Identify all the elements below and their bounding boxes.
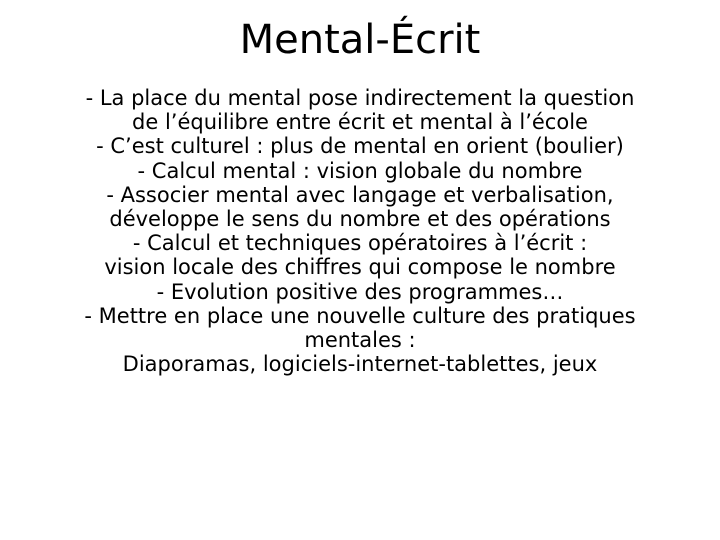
text-line: - Mettre en place une nouvelle culture des pratiques (84, 303, 636, 328)
slide-title: Mental-Écrit (239, 17, 481, 63)
text-line: - C’est culturel : plus de mental en orient (boulier) (96, 134, 624, 159)
text-line: Diaporamas, logiciels-internet-tablettes, jeux (122, 352, 598, 377)
text-line: vision locale des chiffres qui compose le nombre (104, 255, 616, 280)
text-line: - Calcul et techniques opératoires à l’écrit : (132, 231, 588, 256)
text-line: - La place du mental pose indirectement la question (85, 86, 635, 110)
text-line: - Evolution positive des programmes… (156, 279, 564, 304)
text-line: mentales : (304, 328, 416, 353)
text-line: - Associer mental avec langage et verbalisation, (106, 182, 614, 207)
text-line: de l’équilibre entre écrit et mental à l’école (132, 110, 588, 135)
text-line: développe le sens du nombre et des opérations (109, 207, 611, 232)
slide-body (10, 86, 710, 376)
text-line: - Calcul mental : vision globale du nombre (137, 158, 583, 183)
